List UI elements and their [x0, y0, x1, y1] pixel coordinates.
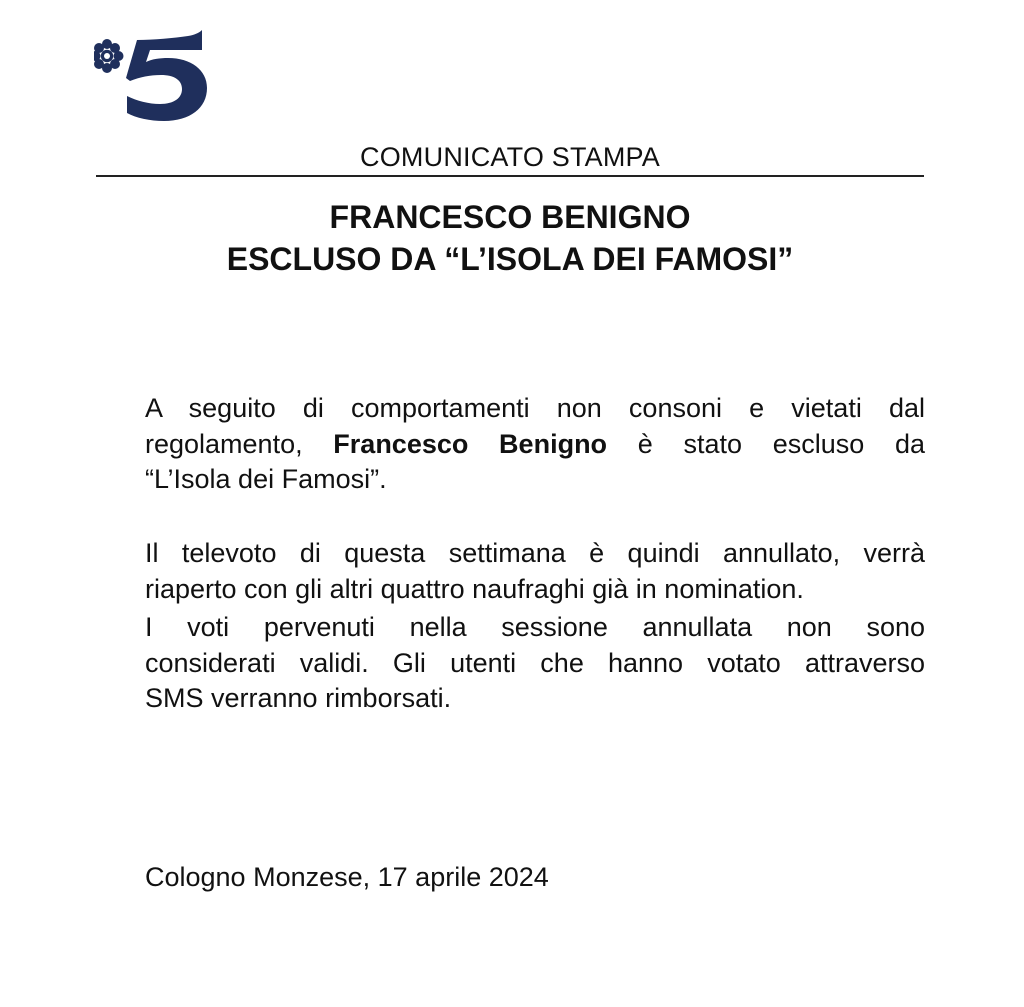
- paragraph-line: [145, 427, 925, 463]
- five-numeral-icon: [126, 30, 207, 121]
- paragraph-line: A seguito di comportamenti non consoni e vietati dal: [145, 393, 925, 423]
- paragraph-voti: [145, 610, 925, 717]
- title-line-1: FRANCESCO BENIGNO: [329, 199, 691, 235]
- contestant-name: Francesco Benigno: [333, 428, 608, 459]
- title-line-2: ESCLUSO DA “L’ISOLA DEI FAMOSI”: [226, 241, 794, 277]
- paragraph-line: considerati validi. Gli utenti che hanno votato attraverso: [145, 647, 925, 678]
- paragraph-line: riaperto con gli altri quattro naufraghi già in nomination.: [145, 573, 804, 604]
- paragraph-line: SMS verranno rimborsati.: [145, 683, 452, 713]
- header-divider: [96, 175, 924, 177]
- text-segment: è stato escluso da: [607, 428, 925, 459]
- document-type-label: COMUNICATO STAMPA: [360, 142, 660, 172]
- press-release-title: [96, 196, 924, 280]
- flower-icon: [94, 39, 124, 73]
- text-segment: regolamento,: [145, 428, 334, 459]
- paragraph-line: I voti pervenuti nella sessione annullata non sono: [145, 612, 925, 642]
- paragraph-exclusion: [145, 391, 925, 498]
- paragraph-line: “L’Isola dei Famosi”.: [145, 464, 387, 494]
- paragraph-televoto: [145, 536, 925, 607]
- paragraph-line: Il televoto di questa settimana è quindi annullato, verrà: [145, 538, 925, 568]
- canale-5-logo-icon: [94, 28, 212, 124]
- dateline: Cologno Monzese, 17 aprile 2024: [145, 862, 549, 892]
